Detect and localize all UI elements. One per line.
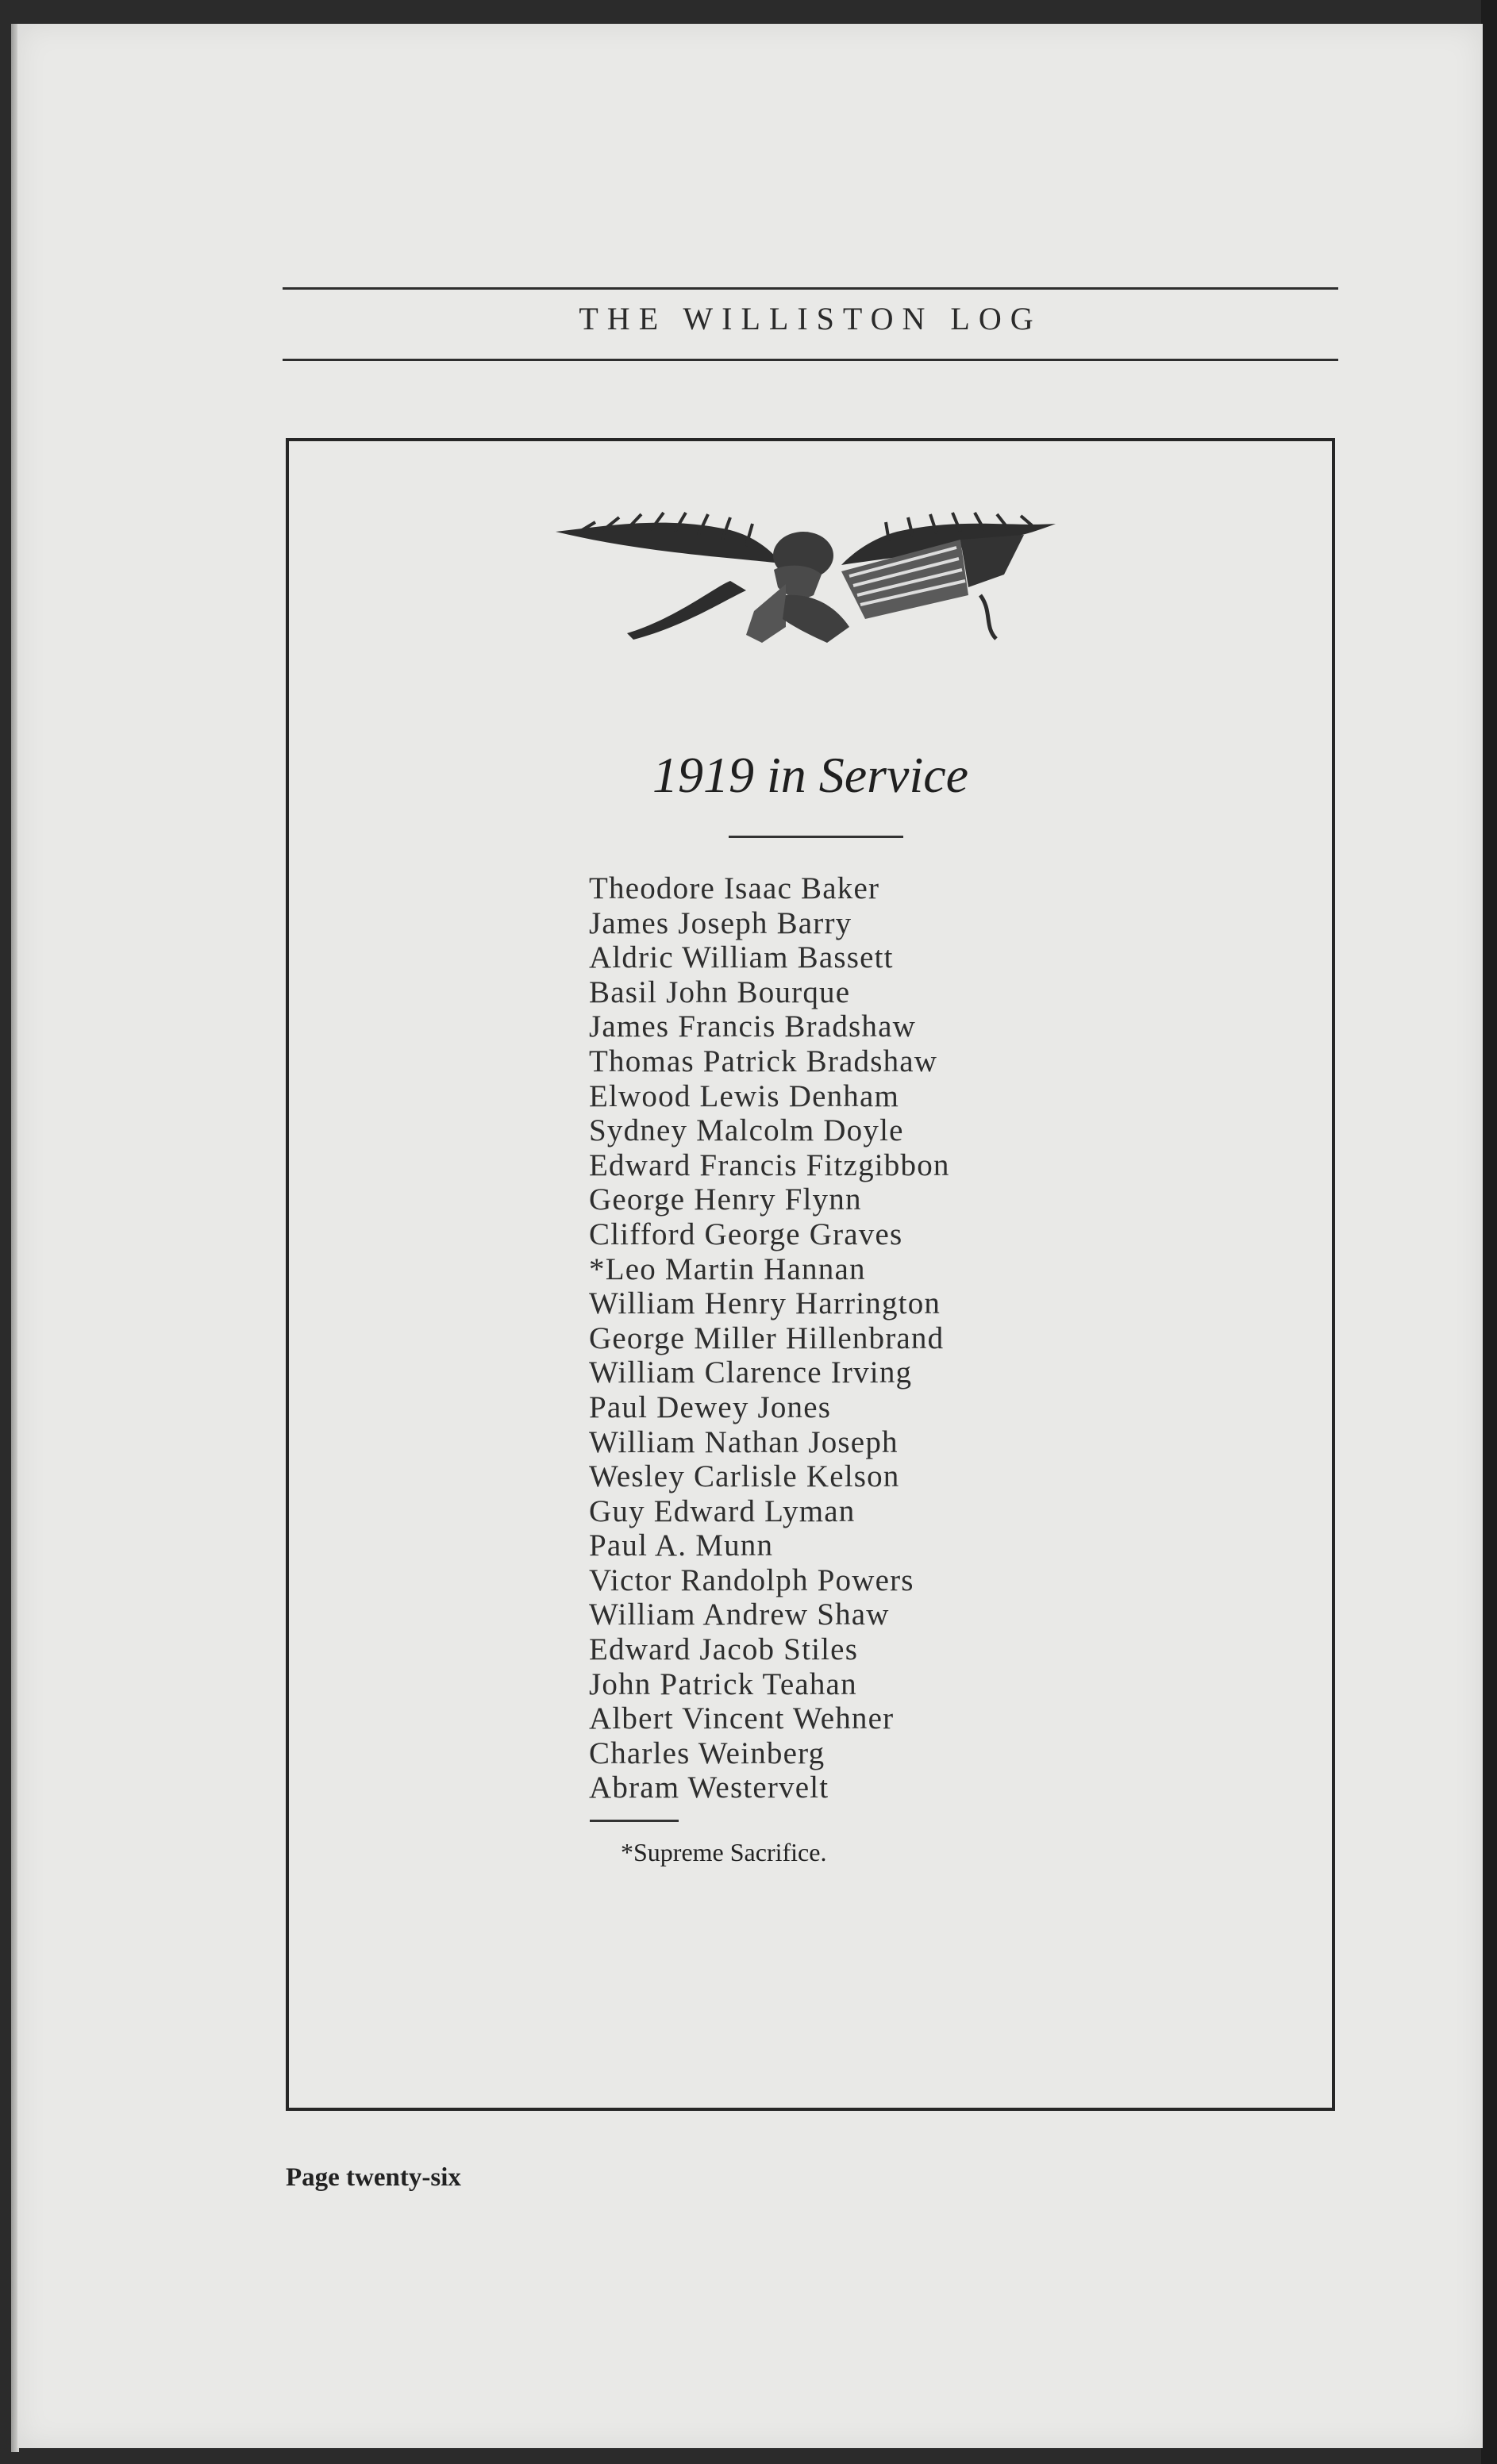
list-item: George Henry Flynn xyxy=(589,1182,862,1217)
list-item: Paul Dewey Jones xyxy=(589,1390,832,1424)
header-top-rule xyxy=(283,287,1338,290)
list-item: Edward Jacob Stiles xyxy=(589,1632,859,1667)
list-item: Aldric William Bassett xyxy=(589,940,894,975)
footnote-rule xyxy=(590,1820,679,1822)
list-item: William Nathan Joseph xyxy=(589,1424,899,1459)
list-item: Sydney Malcolm Doyle xyxy=(589,1113,904,1148)
title-underline xyxy=(729,836,903,838)
panel-title: 1919 in Service xyxy=(652,747,969,803)
list-item: James Francis Bradshaw xyxy=(589,1009,916,1044)
list-item: Clifford George Graves xyxy=(589,1217,903,1251)
list-item: William Henry Harrington xyxy=(589,1286,941,1321)
list-item: Basil John Bourque xyxy=(589,974,851,1009)
list-item: Wesley Carlisle Kelson xyxy=(589,1459,900,1494)
service-roll-list xyxy=(589,871,950,1805)
page-number: Page twenty-six xyxy=(286,2163,461,2192)
list-item: William Clarence Irving xyxy=(589,1355,913,1390)
list-item: Theodore Isaac Baker xyxy=(589,871,880,905)
list-item: Edward Francis Fitzgibbon xyxy=(589,1147,950,1182)
running-title: THE WILLISTON LOG xyxy=(579,301,1042,336)
list-item: Abram Westervelt xyxy=(589,1770,829,1805)
list-item: William Andrew Shaw xyxy=(589,1597,890,1632)
footnote: *Supreme Sacrifice. xyxy=(621,1838,827,1866)
scanner-border xyxy=(1481,0,1497,2464)
eagle-with-flag-icon xyxy=(548,508,1064,655)
list-item: John Patrick Teahan xyxy=(589,1666,857,1701)
list-item: Albert Vincent Wehner xyxy=(589,1701,895,1736)
list-item: *Leo Martin Hannan xyxy=(589,1251,866,1286)
list-item: George Miller Hillenbrand xyxy=(589,1320,945,1355)
list-item: Thomas Patrick Bradshaw xyxy=(589,1044,938,1078)
list-item: Victor Randolph Powers xyxy=(589,1563,914,1597)
list-item: Charles Weinberg xyxy=(589,1736,825,1770)
list-item: Paul A. Munn xyxy=(589,1528,774,1563)
list-item: Elwood Lewis Denham xyxy=(589,1078,900,1113)
list-item: Guy Edward Lyman xyxy=(589,1493,856,1528)
list-item: James Joseph Barry xyxy=(589,905,852,940)
header-bottom-rule xyxy=(283,359,1338,361)
